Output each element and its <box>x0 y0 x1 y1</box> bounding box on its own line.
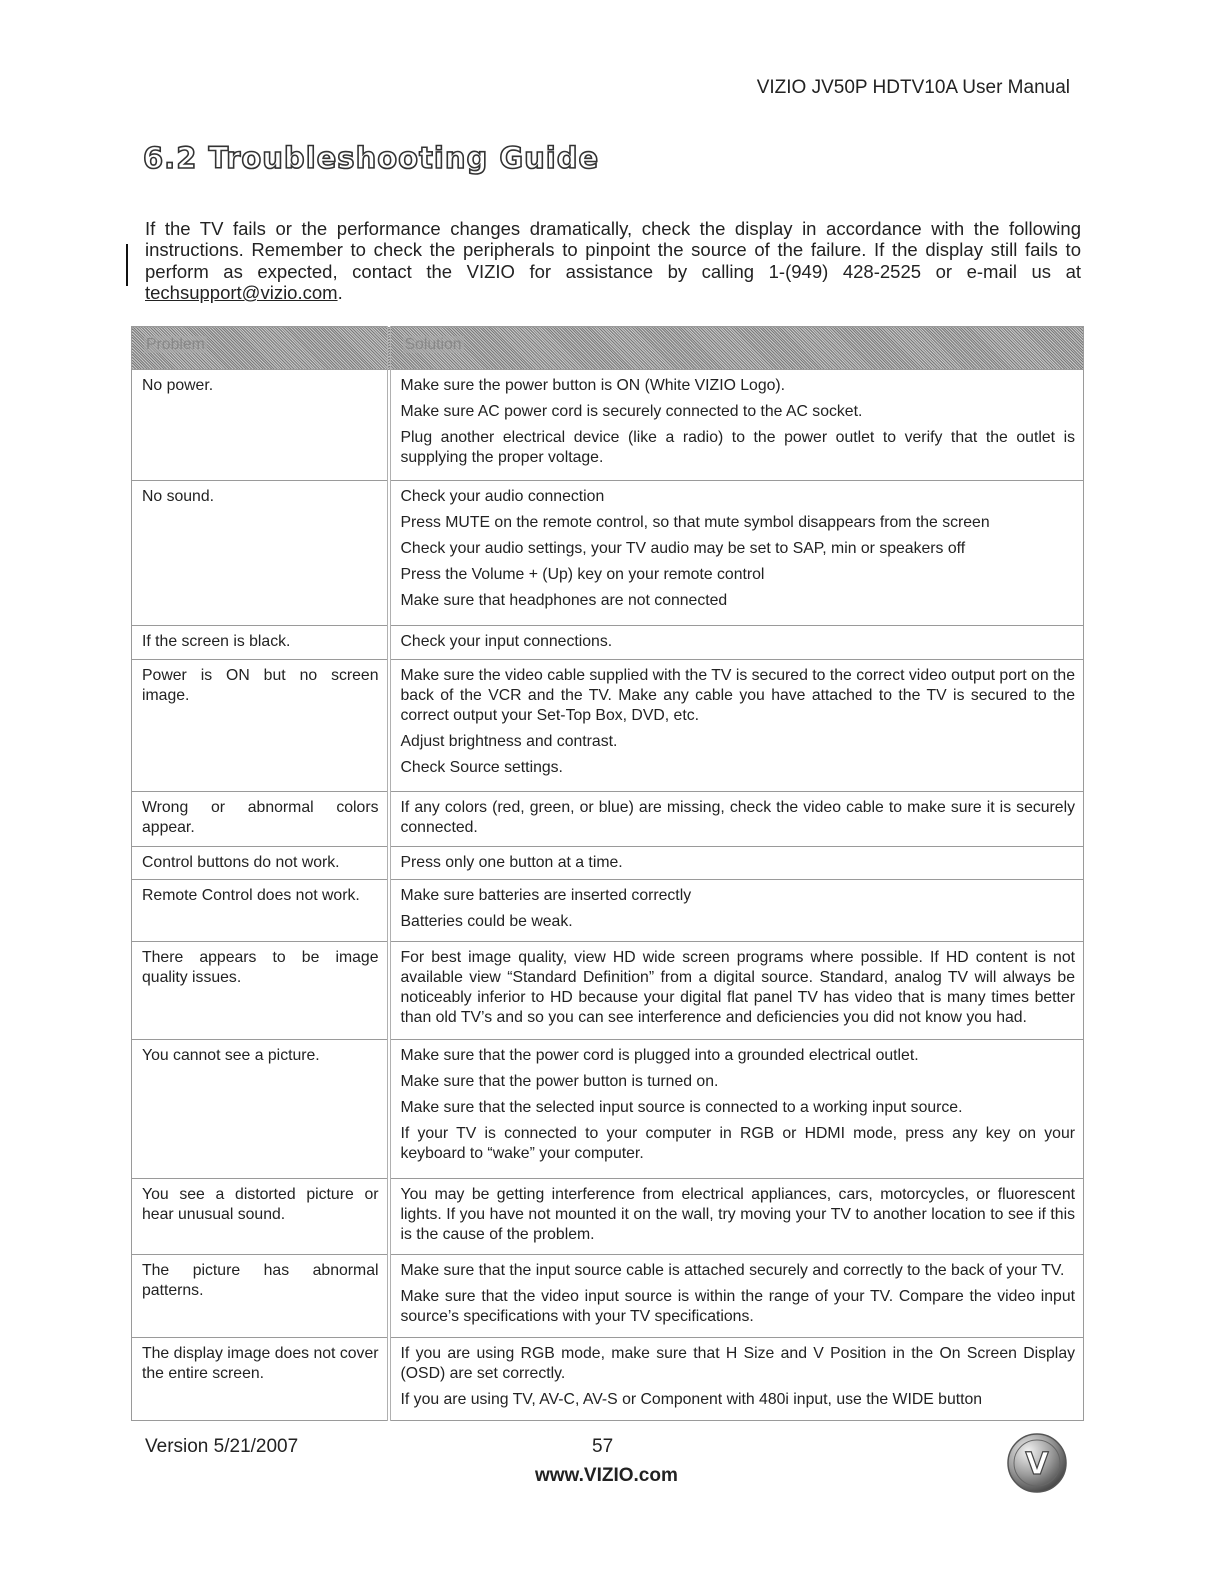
problem-cell: You see a distorted picture or hear unusual sound. <box>132 1178 389 1254</box>
table-row <box>132 941 1084 1039</box>
solution-cell <box>389 659 1084 791</box>
solution-step: Make sure that the selected input source is connected to a working input source. <box>400 1098 963 1116</box>
table-row <box>132 880 1084 941</box>
solution-step: Adjust brightness and contrast. <box>400 732 618 750</box>
solution-step: Make sure AC power cord is securely connected to the AC socket. <box>400 403 863 420</box>
problem-cell: Wrong or abnormal colors appear. <box>132 792 389 847</box>
revision-bar <box>126 244 128 286</box>
table-row <box>132 1255 1084 1338</box>
problem-column-header: Problem <box>132 327 389 370</box>
solution-step: Press MUTE on the remote control, so that mute symbol disappears from the screen <box>400 513 990 531</box>
problem-cell: If the screen is black. <box>132 626 389 659</box>
solution-step: Make sure that the power cord is plugged into a grounded electrical outlet. <box>400 1046 919 1064</box>
solution-step: If you are using RGB mode, make sure that H Size and V Position in the On Screen Display (OSD) are set correctly. <box>400 1344 1075 1382</box>
footer-url: www.VIZIO.com <box>535 1465 678 1486</box>
solution-step: Press the Volume + (Up) key on your remote control <box>400 565 765 583</box>
table-row <box>132 480 1084 625</box>
solution-column-header: Solution <box>389 327 1084 370</box>
table-body <box>132 370 1084 1421</box>
solution-step: Check your audio settings, your TV audio may be set to SAP, min or speakers off <box>400 539 966 557</box>
problem-cell: Power is ON but no screen image. <box>132 659 389 791</box>
solution-step: If any colors (red, green, or blue) are missing, check the video cable to make sure it is securely connected. <box>400 799 1075 837</box>
problem-cell: Remote Control does not work. <box>132 880 389 941</box>
solution-cell <box>389 941 1084 1039</box>
table-row <box>132 792 1084 847</box>
problem-cell: No sound. <box>132 480 389 625</box>
solution-cell <box>389 846 1084 879</box>
solution-step: Make sure that headphones are not connected <box>400 591 728 609</box>
troubleshooting-table <box>131 326 1084 1421</box>
problem-cell: There appears to be image quality issues. <box>132 941 389 1039</box>
solution-step: Press only one button at a time. <box>400 853 623 871</box>
manual-title: VIZIO JV50P HDTV10A User Manual <box>756 77 1070 98</box>
solution-step: Check your audio connection <box>400 487 605 505</box>
problem-cell: No power. <box>132 370 389 481</box>
solution-step: Make sure that the input source cable is attached securely and correctly to the back of your TV. <box>400 1262 1065 1280</box>
solution-step: Make sure that the video input source is within the range of your TV. Compare the video input source’s specifications with your TV specifications. <box>400 1288 1075 1326</box>
solution-step: You may be getting interference from electrical appliances, cars, motorcycles, or fluorescent lights. If you have not mounted it on the wall, try moving your TV to another location to see if this is the cause of the problem. <box>400 1185 1075 1243</box>
vizio-logo-icon <box>1006 1432 1068 1494</box>
section-title: 6.2 Troubleshooting Guide <box>143 141 600 175</box>
footer-version: Version 5/21/2007 <box>145 1436 299 1457</box>
solution-step: If your TV is connected to your computer in RGB or HDMI mode, press any key on your keyboard to “wake” your computer. <box>400 1124 1075 1162</box>
problem-cell: You cannot see a picture. <box>132 1039 389 1178</box>
solution-cell <box>389 1039 1084 1178</box>
table-row <box>132 1337 1084 1420</box>
solution-cell <box>389 370 1084 481</box>
solution-step: Make sure batteries are inserted correctly <box>400 887 692 905</box>
solution-step: If you are using TV, AV-C, AV-S or Component with 480i input, use the WIDE button <box>400 1390 983 1408</box>
solution-cell <box>389 792 1084 847</box>
solution-step: For best image quality, view HD wide screen programs where possible. If HD content is not available view “Standard Definition” from a digital source. Standard, analog TV will always be noticeably inferior to HD because your digital flat panel TV has video that is many times better than old TV’s and so you can see interference and deficiencies you did not know you had. <box>400 948 1075 1026</box>
table-row <box>132 846 1084 879</box>
solution-step: Plug another electrical device (like a radio) to the power outlet to verify that the outlet is supplying the proper voltage. <box>400 429 1075 466</box>
intro-end: . <box>337 282 343 303</box>
table-row <box>132 370 1084 481</box>
support-email-link[interactable]: techsupport@vizio.com <box>145 282 338 303</box>
table-row <box>132 1039 1084 1178</box>
solution-cell <box>389 626 1084 659</box>
intro-paragraph <box>145 218 1081 304</box>
solution-step: Check Source settings. <box>400 758 563 776</box>
solution-step: Batteries could be weak. <box>400 913 573 931</box>
solution-step: Check your input connections. <box>400 633 613 651</box>
solution-cell <box>389 1337 1084 1420</box>
solution-cell <box>389 1178 1084 1254</box>
solution-step: Make sure the video cable supplied with the TV is secured to the correct video output port on the back of the VCR and the TV. Make any cable you have attached to the TV is secured to the correct output your Set-Top Box, DVD, etc. <box>400 666 1075 724</box>
problem-cell: Control buttons do not work. <box>132 846 389 879</box>
intro-text: If the TV fails or the performance changes dramatically, check the display in accordance with the following instructions. Remember to check the peripherals to pinpoint the source of the failure. If the display still fails to perform as expected, contact the VIZIO for assistance by calling 1-(949) 428-2525 or e-mail us at <box>145 217 1081 282</box>
table-header-row <box>132 327 1084 370</box>
problem-cell: The display image does not cover the entire screen. <box>132 1337 389 1420</box>
solution-cell <box>389 880 1084 941</box>
page-number: 57 <box>592 1436 614 1457</box>
solution-cell <box>389 480 1084 625</box>
solution-cell <box>389 1255 1084 1338</box>
logo-letter: V <box>1025 1447 1049 1482</box>
solution-step: Make sure the power button is ON (White VIZIO Logo). <box>400 377 786 394</box>
table-row <box>132 626 1084 659</box>
table-row <box>132 659 1084 791</box>
problem-cell: The picture has abnormal patterns. <box>132 1255 389 1338</box>
table-row <box>132 1178 1084 1254</box>
solution-step: Make sure that the power button is turned on. <box>400 1072 719 1090</box>
